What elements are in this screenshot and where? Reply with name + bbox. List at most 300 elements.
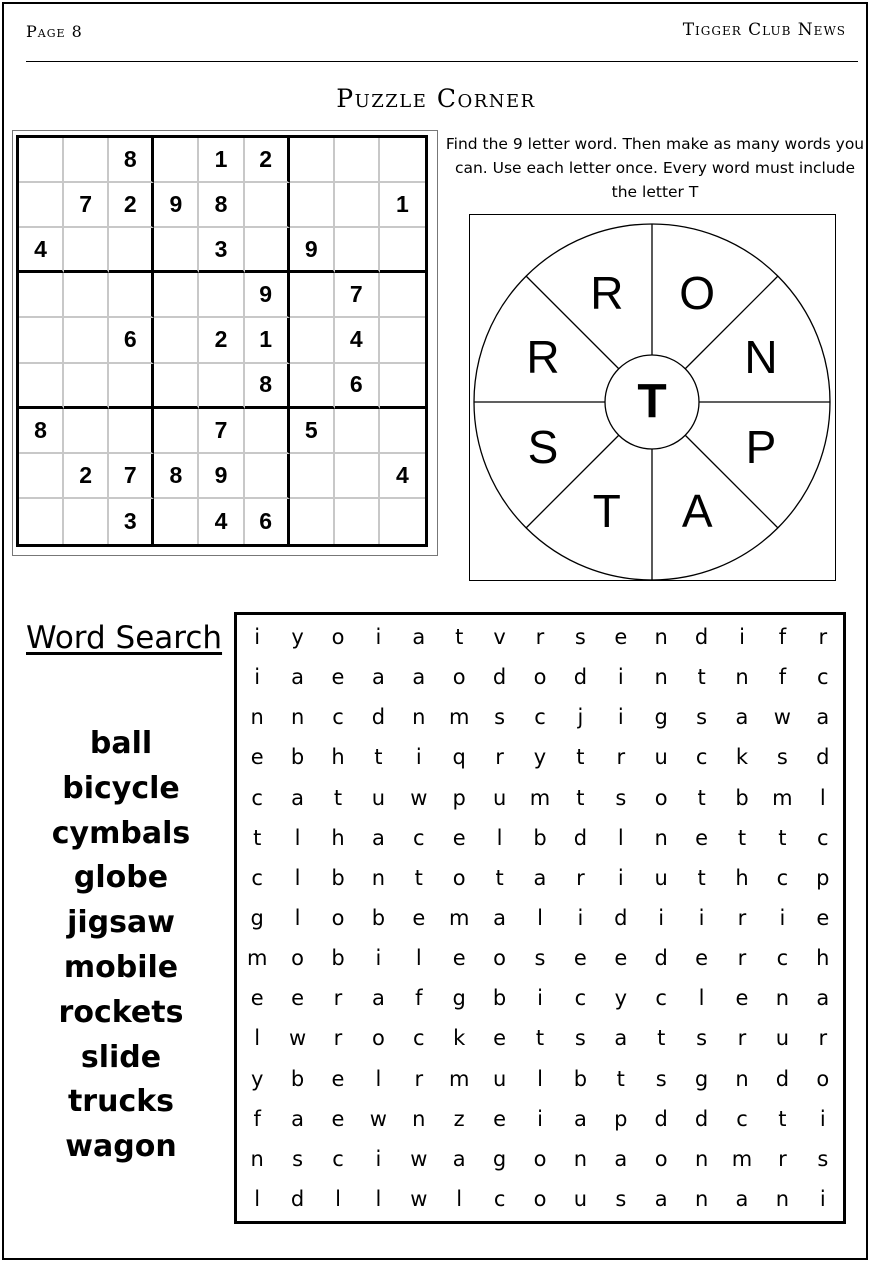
word-search-letter: t bbox=[333, 785, 343, 810]
word-search-letter: p bbox=[614, 1106, 628, 1131]
sudoku-cell bbox=[245, 228, 290, 273]
word-search-letter: f bbox=[778, 625, 787, 650]
word-search-letter: s bbox=[574, 625, 586, 650]
sudoku-cell bbox=[64, 318, 109, 363]
word-search-letter: e bbox=[250, 745, 264, 770]
word-search-letter: m bbox=[731, 1146, 753, 1171]
sudoku-cell bbox=[19, 499, 64, 544]
word-search-letter: s bbox=[776, 745, 788, 770]
sudoku-cell bbox=[380, 138, 425, 183]
sudoku-cell bbox=[290, 318, 335, 363]
word-search-word: mobile bbox=[63, 949, 179, 985]
sudoku-cell bbox=[154, 138, 199, 183]
word-search-letter: y bbox=[533, 745, 547, 770]
word-search-letter: o bbox=[331, 905, 345, 930]
word-search-letter: d bbox=[492, 665, 507, 690]
newsletter-name: Tigger Club News bbox=[682, 20, 846, 40]
wheel-letter: O bbox=[679, 266, 716, 319]
word-search-letter: y bbox=[250, 1066, 264, 1091]
word-search-letter: h bbox=[331, 745, 345, 770]
word-search-letter: w bbox=[410, 785, 428, 810]
word-search-letter: t bbox=[535, 1026, 545, 1051]
word-search-letter: c bbox=[736, 1106, 748, 1131]
sudoku-cell: 6 bbox=[335, 364, 380, 409]
sudoku-cell: 2 bbox=[245, 138, 290, 183]
word-search-letter: i bbox=[739, 625, 745, 650]
word-search-letter: e bbox=[573, 946, 587, 971]
page-title: Puzzle Corner bbox=[336, 84, 536, 113]
word-search-letter: a bbox=[573, 1106, 587, 1131]
sudoku-cell bbox=[290, 138, 335, 183]
word-search-letter: s bbox=[615, 1186, 627, 1211]
word-search-letter: a bbox=[291, 665, 305, 690]
word-search-letter: d bbox=[816, 745, 830, 770]
word-search-letter: w bbox=[410, 1186, 428, 1211]
word-search-letter: c bbox=[251, 785, 263, 810]
sudoku-cell: 3 bbox=[109, 499, 154, 544]
word-search-letter: m bbox=[448, 1066, 470, 1091]
sudoku-cell bbox=[64, 364, 109, 409]
word-wheel bbox=[469, 214, 836, 581]
sudoku-cell bbox=[245, 409, 290, 454]
word-search-letter: l bbox=[375, 1066, 382, 1091]
sudoku-cell bbox=[64, 499, 109, 544]
word-search-letter: i bbox=[658, 905, 665, 930]
wheel-center-letter: T bbox=[637, 375, 667, 429]
word-search-letter: i bbox=[577, 905, 584, 930]
word-search-letter: a bbox=[735, 705, 749, 730]
word-search-letter: e bbox=[695, 946, 709, 971]
word-search-letter: i bbox=[819, 1106, 826, 1131]
word-search-letter: c bbox=[817, 665, 829, 690]
word-search-letter: g bbox=[250, 905, 264, 930]
word-search-letter: c bbox=[493, 1186, 506, 1211]
word-search-letter: p bbox=[452, 785, 466, 810]
word-search-letter: l bbox=[819, 785, 826, 810]
word-search-letter: f bbox=[415, 986, 423, 1011]
word-search-letter: q bbox=[452, 745, 466, 770]
word-search-letter: u bbox=[492, 1066, 507, 1091]
word-search-letter: z bbox=[453, 1106, 465, 1131]
sudoku-cell bbox=[109, 273, 154, 318]
word-search-letter: h bbox=[735, 865, 749, 890]
word-search-title: Word Search bbox=[26, 620, 223, 656]
sudoku-cell bbox=[335, 454, 380, 499]
sudoku-cell bbox=[335, 499, 380, 544]
word-search-letter: s bbox=[696, 1026, 708, 1051]
word-search-letter: u bbox=[492, 785, 507, 810]
sudoku-cell: 5 bbox=[290, 409, 335, 454]
word-search-letter: a bbox=[291, 1106, 305, 1131]
word-search-letter: t bbox=[778, 1106, 787, 1131]
word-search-letter: b bbox=[331, 865, 345, 890]
word-search-letter: c bbox=[332, 705, 344, 730]
sudoku-cell: 6 bbox=[109, 318, 154, 363]
word-search-letter: n bbox=[694, 1186, 709, 1211]
word-search-letter: i bbox=[617, 865, 624, 890]
word-search-letter: o bbox=[533, 1186, 547, 1211]
word-search-letter: r bbox=[737, 1026, 747, 1051]
page-number: Page 8 bbox=[26, 22, 83, 41]
word-search-letter: d bbox=[694, 625, 709, 650]
word-search-letter: c bbox=[574, 986, 587, 1011]
word-search-letter: l bbox=[254, 1026, 261, 1051]
word-search-letter: c bbox=[534, 705, 546, 730]
word-search-letter: b bbox=[492, 986, 507, 1011]
word-search-letter: n bbox=[654, 665, 668, 690]
word-search-letter: n bbox=[775, 986, 790, 1011]
sudoku-cell bbox=[154, 318, 199, 363]
word-search-letter: r bbox=[414, 1066, 424, 1091]
word-search-letter: c bbox=[695, 745, 708, 770]
sudoku-cell bbox=[154, 364, 199, 409]
word-search-letter: i bbox=[698, 905, 705, 930]
word-search-letter: i bbox=[375, 625, 382, 650]
sudoku-cell: 9 bbox=[199, 454, 244, 499]
word-search-letter: n bbox=[250, 1146, 264, 1171]
sudoku-cell bbox=[19, 318, 64, 363]
sudoku-cell bbox=[335, 183, 380, 228]
word-search-letter: e bbox=[331, 1066, 345, 1091]
word-search-letter: e bbox=[331, 665, 345, 690]
word-search-letter: e bbox=[614, 625, 628, 650]
word-search-letter: t bbox=[737, 825, 747, 850]
word-search-word: wagon bbox=[65, 1129, 177, 1165]
word-search-letter: b bbox=[735, 785, 749, 810]
sudoku-cell bbox=[19, 273, 64, 318]
word-search-letter: e bbox=[735, 986, 749, 1011]
word-search-letter: d bbox=[614, 905, 628, 930]
word-search-letter: e bbox=[452, 946, 466, 971]
word-search-letter: l bbox=[537, 1066, 543, 1091]
word-search-letter: n bbox=[290, 705, 305, 730]
word-search-letter: m bbox=[529, 785, 551, 810]
sudoku-cell bbox=[245, 183, 290, 228]
word-search-letter: t bbox=[576, 745, 585, 770]
word-search-letter: n bbox=[573, 1146, 588, 1171]
word-search-letter: i bbox=[375, 946, 382, 971]
word-search-word: ball bbox=[89, 726, 153, 761]
sudoku-cell: 4 bbox=[19, 228, 64, 273]
sudoku-cell bbox=[154, 228, 199, 273]
word-search-letter: o bbox=[816, 1066, 830, 1091]
word-search-letter: g bbox=[694, 1066, 709, 1091]
word-search-letter: a bbox=[412, 665, 426, 690]
sudoku-cell: 8 bbox=[19, 409, 64, 454]
word-search-letter: l bbox=[294, 905, 301, 930]
word-search-letter: t bbox=[374, 745, 383, 770]
word-search-letter: n bbox=[694, 1146, 709, 1171]
sudoku-cell: 8 bbox=[109, 138, 154, 183]
sudoku-cell bbox=[380, 499, 425, 544]
sudoku-grid bbox=[16, 135, 428, 547]
word-search-word: bicycle bbox=[62, 770, 180, 806]
word-search-letter: s bbox=[574, 1026, 586, 1051]
word-search-letter: t bbox=[697, 865, 706, 890]
word-search-letter: d bbox=[573, 665, 588, 690]
word-search-letter: n bbox=[371, 865, 386, 890]
word-search-letter: w bbox=[410, 1146, 428, 1171]
word-search-letter: c bbox=[655, 986, 667, 1011]
sudoku-cell: 2 bbox=[199, 318, 244, 363]
sudoku-cell bbox=[290, 273, 335, 318]
word-search-letter: d bbox=[694, 1106, 709, 1131]
sudoku-cell bbox=[380, 273, 425, 318]
sudoku-cell: 8 bbox=[199, 183, 244, 228]
word-search-letter: w bbox=[773, 705, 791, 730]
word-search-letter: r bbox=[737, 905, 747, 930]
sudoku-cell bbox=[290, 364, 335, 409]
word-search-letter: r bbox=[818, 625, 828, 650]
word-search-letter: o bbox=[291, 946, 305, 971]
word-search-letter: o bbox=[452, 665, 466, 690]
sudoku-cell bbox=[335, 409, 380, 454]
word-search-letter: f bbox=[253, 1106, 261, 1131]
word-search-letter: r bbox=[333, 986, 343, 1011]
word-search-letter: n bbox=[735, 665, 749, 690]
word-search-letter: w bbox=[289, 1026, 307, 1051]
word-search-letter: e bbox=[291, 986, 305, 1011]
word-search-letter: b bbox=[533, 825, 547, 850]
word-search-letter: d bbox=[290, 1186, 305, 1211]
word-search-letter: u bbox=[371, 785, 386, 810]
wheel-letter: R bbox=[590, 266, 624, 319]
sudoku-cell: 2 bbox=[109, 183, 154, 228]
word-search-letter: i bbox=[375, 1146, 382, 1171]
word-search-letter: o bbox=[452, 865, 466, 890]
sudoku-cell: 2 bbox=[64, 454, 109, 499]
word-search-letter: r bbox=[737, 946, 747, 971]
word-search-letter: s bbox=[292, 1146, 304, 1171]
word-search-letter: b bbox=[371, 905, 386, 930]
word-search-letter: l bbox=[617, 825, 624, 850]
sudoku-cell: 7 bbox=[109, 454, 154, 499]
sudoku-cell: 4 bbox=[380, 454, 425, 499]
word-search-letter: d bbox=[654, 946, 668, 971]
word-search-letter: l bbox=[294, 825, 301, 850]
wheel-letter: T bbox=[592, 485, 621, 538]
word-search-letter: l bbox=[294, 865, 301, 890]
sudoku-cell bbox=[64, 228, 109, 273]
word-search-letter: b bbox=[290, 1066, 305, 1091]
sudoku-cell: 1 bbox=[245, 318, 290, 363]
sudoku-cell bbox=[109, 409, 154, 454]
word-search-letter: t bbox=[616, 1066, 625, 1091]
word-search-letter: l bbox=[496, 825, 503, 850]
sudoku-cell: 1 bbox=[380, 183, 425, 228]
word-search-letter: a bbox=[371, 986, 385, 1011]
word-search-letter: c bbox=[251, 865, 263, 890]
word-search-letter: t bbox=[697, 665, 706, 690]
word-search-letter: d bbox=[573, 825, 588, 850]
word-search-letter: o bbox=[331, 625, 345, 650]
word-search-letter: l bbox=[375, 1186, 382, 1211]
word-search-letter: a bbox=[291, 785, 305, 810]
word-search-letter: d bbox=[654, 1106, 668, 1131]
word-search-letter: g bbox=[492, 1146, 507, 1171]
word-search-letter: n bbox=[412, 705, 426, 730]
word-search-letter: c bbox=[776, 946, 789, 971]
word-search-letter: e bbox=[816, 905, 830, 930]
word-search-letter: r bbox=[333, 1026, 343, 1051]
word-search-letter: f bbox=[778, 665, 787, 690]
sudoku-cell bbox=[380, 364, 425, 409]
sudoku-cell bbox=[245, 454, 290, 499]
word-search-letter: b bbox=[331, 946, 345, 971]
word-search-grid bbox=[234, 612, 846, 1224]
word-search-word: globe bbox=[73, 860, 169, 896]
word-search-letter: m bbox=[448, 705, 470, 730]
sudoku-cell: 7 bbox=[335, 273, 380, 318]
word-search-letter: j bbox=[577, 705, 584, 730]
word-search-letter: l bbox=[254, 1186, 261, 1211]
word-search-letter: t bbox=[576, 785, 585, 810]
sudoku-cell bbox=[19, 183, 64, 228]
word-search-letter: i bbox=[415, 745, 422, 770]
sudoku-cell: 4 bbox=[335, 318, 380, 363]
word-search-word: rockets bbox=[58, 994, 184, 1030]
wheel-letter: P bbox=[745, 421, 777, 474]
sudoku-cell bbox=[380, 409, 425, 454]
word-search-letter: a bbox=[412, 625, 426, 650]
word-search-letter: n bbox=[250, 705, 264, 730]
word-search-letter: s bbox=[494, 705, 506, 730]
word-search-letter: i bbox=[617, 705, 624, 730]
word-search-letter: a bbox=[816, 705, 830, 730]
word-search-letter: o bbox=[654, 1146, 668, 1171]
sudoku-cell bbox=[109, 228, 154, 273]
word-search-letter: t bbox=[697, 785, 706, 810]
word-search-letter: c bbox=[817, 825, 829, 850]
word-search-letter: t bbox=[778, 825, 787, 850]
word-search-letter: e bbox=[695, 825, 709, 850]
word-search-letter: u bbox=[654, 745, 668, 770]
word-search-letter: u bbox=[654, 865, 668, 890]
word-search-letter: r bbox=[616, 745, 626, 770]
word-search-letter: m bbox=[448, 905, 470, 930]
sudoku-cell bbox=[199, 364, 244, 409]
word-search-letter: e bbox=[331, 1106, 345, 1131]
word-search-letter: c bbox=[776, 865, 789, 890]
word-search-letter: l bbox=[698, 986, 705, 1011]
word-search-letter: i bbox=[779, 905, 786, 930]
word-search-letter: c bbox=[413, 1026, 425, 1051]
word-search-letter: a bbox=[614, 1026, 628, 1051]
word-search-letter: o bbox=[493, 946, 507, 971]
sudoku-cell bbox=[154, 499, 199, 544]
word-search-letter: d bbox=[371, 705, 386, 730]
sudoku-cell bbox=[335, 138, 380, 183]
word-search-word-list bbox=[30, 722, 212, 1170]
word-search-letter: s bbox=[817, 1146, 829, 1171]
word-search-word: cymbals bbox=[51, 815, 191, 851]
word-search-letter: r bbox=[576, 865, 585, 890]
word-search-letter: g bbox=[452, 986, 466, 1011]
sudoku-cell: 8 bbox=[245, 364, 290, 409]
word-search-letter: t bbox=[253, 825, 262, 850]
sudoku-cell: 7 bbox=[199, 409, 244, 454]
word-search-letter: w bbox=[369, 1106, 387, 1131]
sudoku-cell: 8 bbox=[154, 454, 199, 499]
sudoku-cell bbox=[64, 409, 109, 454]
word-search-letter: i bbox=[254, 665, 261, 690]
word-search-letter: e bbox=[493, 1106, 507, 1131]
word-search-letter: c bbox=[413, 825, 425, 850]
word-search-letter: n bbox=[654, 825, 668, 850]
word-search-word: trucks bbox=[67, 1084, 175, 1120]
word-search-letter: n bbox=[735, 1066, 749, 1091]
word-search-letter: i bbox=[254, 625, 261, 650]
word-search-letter: y bbox=[291, 625, 304, 650]
word-wheel-instructions: Find the 9 letter word. Then make as many words you can. Use each letter once. Every word must include the letter T bbox=[445, 135, 865, 201]
word-search-letter: e bbox=[493, 1026, 507, 1051]
word-search-letter: l bbox=[537, 905, 543, 930]
word-search-letter: e bbox=[452, 825, 466, 850]
wheel-letter: R bbox=[526, 330, 560, 383]
sudoku-cell: 6 bbox=[245, 499, 290, 544]
word-search-letter: e bbox=[250, 986, 264, 1011]
sudoku-cell bbox=[199, 273, 244, 318]
word-search-letter: a bbox=[493, 905, 507, 930]
word-search-word: jigsaw bbox=[67, 905, 175, 941]
sudoku-cell bbox=[19, 138, 64, 183]
word-search-letter: s bbox=[655, 1066, 667, 1091]
sudoku-cell: 9 bbox=[245, 273, 290, 318]
word-search-letter: o bbox=[371, 1026, 385, 1051]
word-search-letter: b bbox=[573, 1066, 588, 1091]
sudoku-cell bbox=[64, 273, 109, 318]
sudoku-cell: 1 bbox=[199, 138, 244, 183]
word-search-letter: u bbox=[573, 1186, 588, 1211]
sudoku-cell bbox=[109, 364, 154, 409]
word-search-letter: r bbox=[778, 1146, 787, 1171]
word-search-letter: a bbox=[452, 1146, 466, 1171]
word-search-letter: s bbox=[696, 705, 708, 730]
word-search-letter: r bbox=[495, 745, 504, 770]
sudoku-cell: 9 bbox=[290, 228, 335, 273]
word-search-letter: a bbox=[816, 986, 830, 1011]
word-search-letter: m bbox=[772, 785, 793, 810]
sudoku-cell bbox=[335, 228, 380, 273]
word-search-letter: e bbox=[412, 905, 426, 930]
sudoku-cell bbox=[290, 183, 335, 228]
wheel-letter: N bbox=[744, 330, 778, 383]
word-search-letter: d bbox=[775, 1066, 790, 1091]
word-search-letter: t bbox=[657, 1026, 666, 1051]
word-search-letter: r bbox=[535, 625, 545, 650]
word-search-letter: n bbox=[775, 1186, 790, 1211]
word-search-letter: k bbox=[735, 745, 749, 770]
word-search-letter: a bbox=[735, 1186, 749, 1211]
header-divider bbox=[26, 61, 858, 62]
word-search-letter: i bbox=[819, 1186, 826, 1211]
sudoku-cell: 9 bbox=[154, 183, 199, 228]
word-search-letter: a bbox=[371, 825, 385, 850]
word-search-letter: n bbox=[654, 625, 668, 650]
word-search-letter: a bbox=[614, 1146, 628, 1171]
word-search-letter: o bbox=[533, 665, 547, 690]
sudoku-cell bbox=[290, 499, 335, 544]
sudoku-cell: 4 bbox=[199, 499, 244, 544]
sudoku-cell bbox=[19, 364, 64, 409]
word-search-letter: g bbox=[654, 705, 668, 730]
word-search-letter: i bbox=[617, 665, 624, 690]
sudoku-cell bbox=[154, 409, 199, 454]
word-search-letter: n bbox=[412, 1106, 426, 1131]
sudoku-cell bbox=[290, 454, 335, 499]
word-search-letter: y bbox=[614, 986, 628, 1011]
word-search-letter: a bbox=[533, 865, 547, 890]
